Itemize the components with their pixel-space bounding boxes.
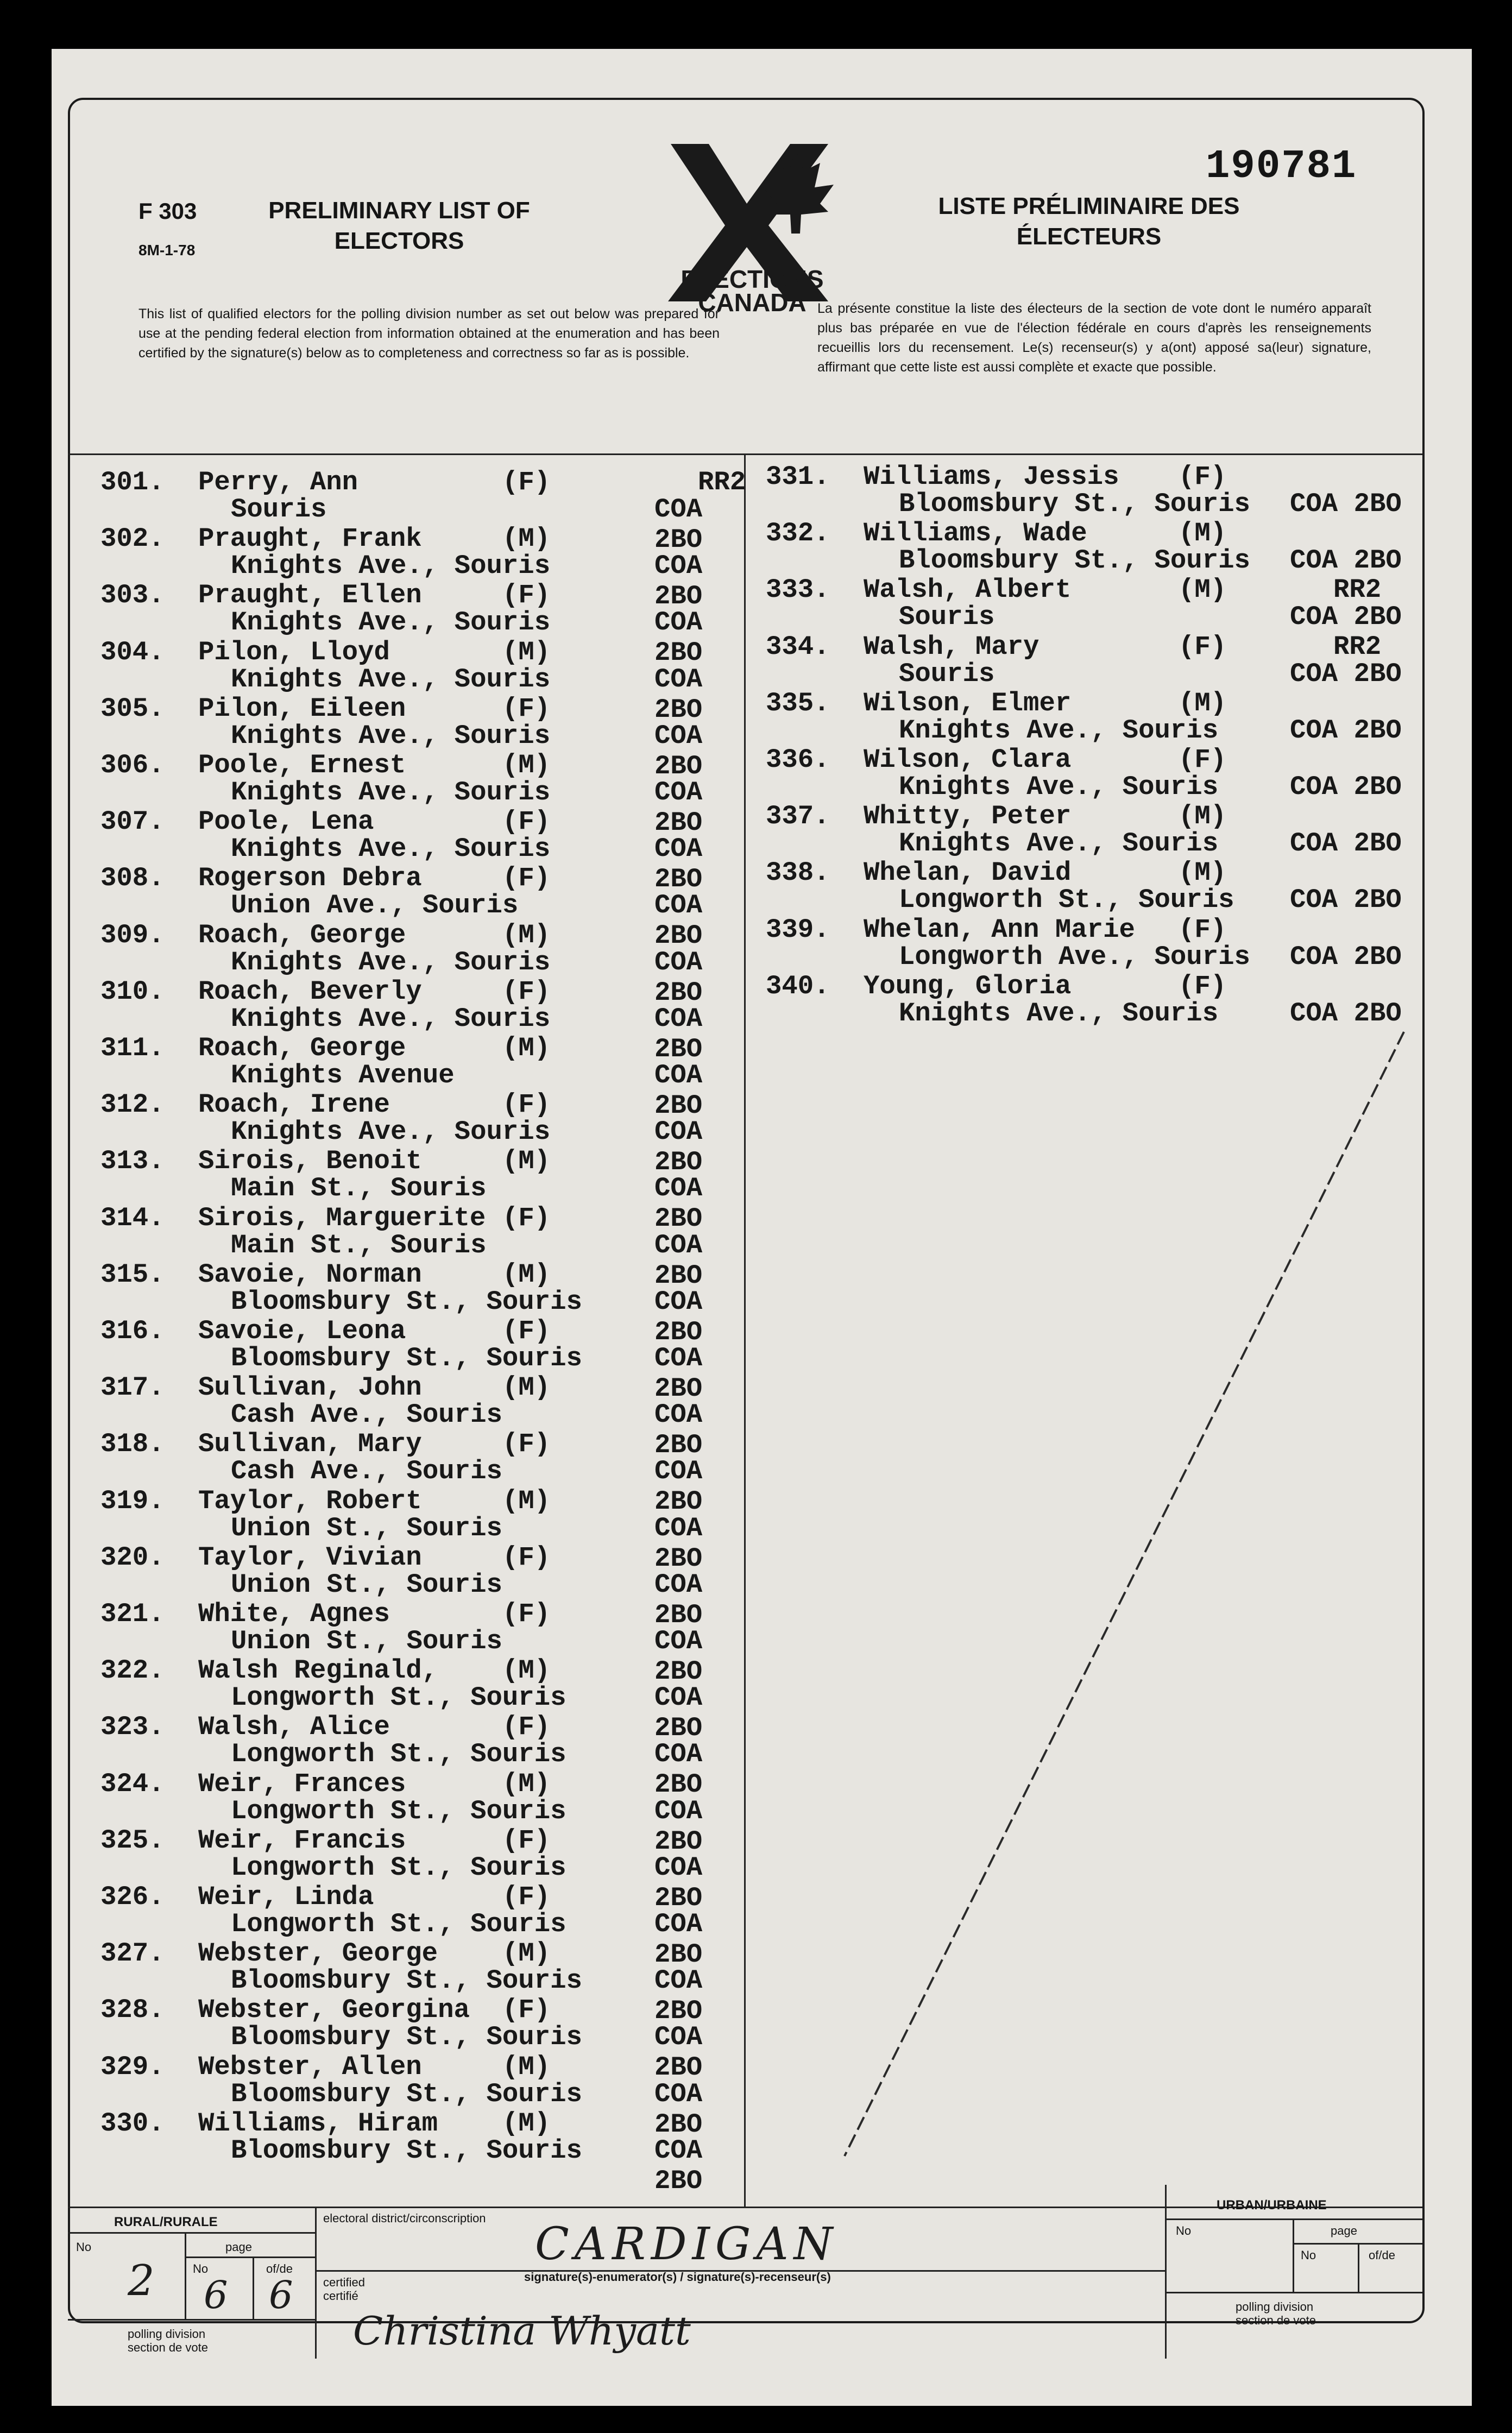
elector-postal-code: COA 2BO: [654, 1343, 703, 1404]
elector-number: 337.: [766, 801, 830, 832]
elector-address: Longworth St., Souris: [899, 885, 1234, 916]
elector-address: Knights Ave., Souris: [231, 551, 551, 582]
elector-name: Walsh, Mary: [864, 631, 1040, 662]
elector-sex: (F): [502, 1429, 551, 1460]
elector-number: 304.: [100, 636, 165, 667]
elector-postal-code: COA 2BO: [654, 1682, 703, 1744]
elector-number: 310.: [100, 976, 165, 1007]
elector-address: Bloomsbury St., Souris: [231, 1343, 582, 1373]
elector-sex: (M): [502, 636, 551, 667]
elector-address: Knights Ave., Souris: [899, 998, 1219, 1029]
district-name: CARDIGAN: [535, 2218, 839, 2270]
form-sheet: [52, 49, 1472, 2406]
elector-name: Pilon, Lloyd: [198, 636, 390, 667]
elector-name: Walsh, Albert: [864, 575, 1072, 606]
rural-polling-label-2: section de vote: [128, 2341, 208, 2354]
elector-sex: (F): [1179, 970, 1227, 1001]
elector-address: Union St., Souris: [231, 1626, 502, 1656]
elector-address: Bloomsbury St., Souris: [899, 489, 1250, 519]
elector-address: Bloomsbury St., Souris: [231, 2135, 582, 2166]
elector-postal-code: COA 2BO: [654, 551, 703, 612]
elector-name: Roach, George: [198, 919, 406, 950]
elector-address: Knights Ave., Souris: [231, 1117, 551, 1148]
elector-number: 313.: [100, 1146, 165, 1177]
elections-canada-logo: [665, 138, 839, 318]
elector-name: Whitty, Peter: [864, 801, 1072, 832]
elector-postal-code: COA 2BO: [654, 1003, 703, 1064]
elector-route: RR2: [698, 467, 746, 497]
elector-name: Roach, Beverly: [198, 976, 422, 1007]
elector-number: 322.: [100, 1655, 165, 1686]
elector-postal-code: COA 2BO: [1290, 885, 1402, 916]
serial-number: 190781: [1206, 144, 1357, 190]
elector-number: 307.: [100, 806, 165, 837]
elector-name: Savoie, Norman: [198, 1259, 422, 1290]
elector-number: 326.: [100, 1882, 165, 1912]
elector-postal-code: COA 2BO: [654, 2078, 703, 2140]
elector-postal-code: COA 2BO: [654, 720, 703, 781]
elector-entry: [766, 858, 1418, 914]
elector-number: 324.: [100, 1768, 165, 1799]
elector-sex: (F): [502, 580, 551, 611]
elector-name: Pilon, Eileen: [198, 693, 406, 724]
elector-sex: (F): [502, 693, 551, 724]
elector-name: Wilson, Clara: [864, 745, 1072, 775]
elector-sex: (M): [502, 919, 551, 950]
elector-postal-code: COA 2BO: [654, 1400, 703, 1461]
elector-address: Bloomsbury St., Souris: [231, 1965, 582, 1996]
urban-label: URBAN/URBAINE: [1217, 2198, 1327, 2213]
description-english: This list of qualified electors for the polling division number as set out below was prepared for use at the pending federal election from information obtained at the enumeration and has been certified by the signature(s) below as to completeness and correctness so far as is possible.: [138, 306, 720, 361]
elector-entry: [766, 518, 1418, 575]
elector-name: Taylor, Robert: [198, 1485, 422, 1516]
elector-name: Wilson, Elmer: [864, 688, 1072, 718]
elector-sex: (F): [502, 863, 551, 894]
elector-number: 314.: [100, 1202, 165, 1233]
elector-name: Sullivan, John: [198, 1372, 422, 1403]
elector-number: 323.: [100, 1712, 165, 1743]
elector-address: Main St., Souris: [231, 1173, 487, 1204]
elector-name: Sirois, Benoit: [198, 1146, 422, 1177]
elector-name: White, Agnes: [198, 1599, 390, 1629]
elector-postal-code: COA 2BO: [654, 777, 703, 838]
elector-entry: [766, 575, 1418, 631]
elector-postal-code: COA 2BO: [1290, 545, 1402, 576]
elector-route: RR2: [1333, 575, 1382, 606]
elector-number: 321.: [100, 1599, 165, 1629]
enumerator-signature: Christina Whyatt: [353, 2308, 691, 2354]
elector-entry: [766, 801, 1418, 858]
elector-number: 328.: [100, 1995, 165, 2026]
urban-box-divider: [1165, 2185, 1167, 2359]
elector-sex: (F): [502, 1599, 551, 1629]
elector-address: Knights Ave., Souris: [231, 720, 551, 751]
elector-entry: [766, 632, 1418, 688]
elector-number: 332.: [766, 518, 830, 549]
elector-address: Bloomsbury St., Souris: [231, 1286, 582, 1317]
elector-name: Williams, Hiram: [198, 2108, 438, 2139]
elector-address: Union St., Souris: [231, 1569, 502, 1600]
elector-number: 309.: [100, 919, 165, 950]
elector-address: Knights Ave., Souris: [231, 834, 551, 865]
elector-postal-code: COA 2BO: [1290, 715, 1402, 746]
cancel-diagonal-line: [785, 1026, 1437, 2221]
elector-entry: [766, 688, 1418, 745]
elector-number: 311.: [100, 1033, 165, 1063]
rural-page-number: 6: [204, 2273, 228, 2317]
elector-address: Cash Ave., Souris: [231, 1456, 502, 1487]
elector-address: Longworth St., Souris: [231, 1909, 566, 1939]
elector-sex: (F): [1179, 462, 1227, 492]
elector-postal-code: COA 2BO: [654, 1060, 703, 1121]
elector-name: Walsh, Alice: [198, 1712, 390, 1743]
elector-number: 308.: [100, 863, 165, 894]
elector-sex: (M): [502, 1259, 551, 1290]
urban-page-no-label: No: [1301, 2248, 1316, 2262]
rural-no-divider: [185, 2232, 186, 2319]
urban-no-divider: [1293, 2218, 1294, 2292]
elector-number: 325.: [100, 1825, 165, 1856]
elector-postal-code: COA 2BO: [654, 1965, 703, 2027]
elector-number: 305.: [100, 693, 165, 724]
elector-sex: (M): [502, 2051, 551, 2082]
elector-name: Roach, George: [198, 1033, 406, 1063]
elector-postal-code: COA 2BO: [654, 1512, 703, 1574]
elector-number: 327.: [100, 1938, 165, 1969]
elector-address: Knights Ave., Souris: [231, 664, 551, 695]
elector-postal-code: COA 2BO: [1290, 828, 1402, 859]
elector-number: 312.: [100, 1089, 165, 1120]
elector-sex: (M): [502, 1768, 551, 1799]
logo-maple-leaf: [763, 149, 834, 234]
elector-address: Main St., Souris: [231, 1230, 487, 1260]
elector-number: 333.: [766, 575, 830, 606]
form-date: 8M-1-78: [138, 242, 196, 259]
elector-number: 340.: [766, 970, 830, 1001]
elector-sex: (F): [502, 1089, 551, 1120]
elector-postal-code: COA 2BO: [654, 1173, 703, 1234]
rural-polling-rule: [68, 2319, 315, 2321]
elector-sex: (F): [1179, 745, 1227, 775]
elector-sex: (M): [502, 1146, 551, 1177]
elector-entry: [766, 745, 1418, 801]
urban-page-divider: [1358, 2243, 1359, 2292]
elector-postal-code: COA 2BO: [654, 834, 703, 895]
elector-number: 316.: [100, 1316, 165, 1346]
elector-address: Knights Ave., Souris: [231, 1003, 551, 1034]
elector-number: 306.: [100, 750, 165, 780]
elector-name: Rogerson Debra: [198, 863, 422, 894]
elector-sex: (M): [1179, 858, 1227, 888]
elector-name: Sirois, Marguerite: [198, 1202, 486, 1233]
elector-sex: (F): [1179, 631, 1227, 662]
elector-number: 318.: [100, 1429, 165, 1460]
column-divider: [744, 453, 746, 2207]
elector-address: Longworth Ave., Souris: [899, 941, 1250, 972]
elector-sex: (M): [502, 2108, 551, 2139]
elector-address: Souris: [899, 602, 995, 633]
elector-name: Whelan, David: [864, 858, 1072, 888]
rural-of-label: of/de: [266, 2262, 293, 2276]
elector-sex: (F): [502, 1542, 551, 1573]
elector-address: Union Ave., Souris: [231, 890, 519, 921]
elector-number: 334.: [766, 631, 830, 662]
elector-number: 339.: [766, 914, 830, 945]
rural-label: RURAL/RURALE: [114, 2215, 218, 2229]
elector-postal-code: COA 2BO: [654, 1569, 703, 1630]
elector-number: 302.: [100, 524, 165, 554]
elector-sex: (M): [1179, 575, 1227, 606]
elector-name: Webster, Allen: [198, 2051, 422, 2082]
elector-name: Perry, Ann: [198, 467, 358, 497]
title-french: LISTE PRÉLIMINAIRE DES ÉLECTEURS: [938, 193, 1240, 250]
urban-polling-rule: [1165, 2292, 1422, 2293]
description-french: La présente constitue la liste des électeurs de la section de vote dont le numéro apparaît plus bas préparée en vue de l'élection fédérale en cours d'après les renseignements recueillis lors du recensement. Le(s) recenseur(s) y a(ont) apposé sa(leur) signature, affirmant que cette liste est aussi complète et exacte que possible.: [817, 301, 1371, 375]
elector-postal-code: COA 2BO: [654, 2135, 703, 2196]
elector-name: Whelan, Ann Marie: [864, 914, 1135, 945]
elector-postal-code: COA 2BO: [654, 1739, 703, 1800]
elector-sex: (M): [502, 1655, 551, 1686]
urban-page-label: page: [1331, 2224, 1357, 2237]
elector-postal-code: COA 2BO: [654, 607, 703, 669]
elector-number: 315.: [100, 1259, 165, 1290]
elector-number: 336.: [766, 745, 830, 775]
elector-sex: (F): [1179, 914, 1227, 945]
elector-address: Knights Ave., Souris: [899, 715, 1219, 746]
elector-postal-code: COA 2BO: [1290, 772, 1402, 802]
elector-number: 335.: [766, 688, 830, 718]
urban-polling-label-1: polling division: [1236, 2300, 1314, 2314]
rural-page-rule: [185, 2256, 315, 2258]
elector-number: 319.: [100, 1485, 165, 1516]
elector-postal-code: COA 2BO: [654, 1909, 703, 1970]
elector-postal-code: COA 2BO: [654, 1795, 703, 1857]
elector-address: Knights Ave., Souris: [231, 947, 551, 978]
elector-sex: (M): [1179, 801, 1227, 832]
elector-entry: [766, 462, 1418, 518]
elector-address: Knights Ave., Souris: [899, 828, 1219, 859]
elector-number: 330.: [100, 2108, 165, 2139]
elector-postal-code: COA 2BO: [1290, 941, 1402, 972]
elector-name: Weir, Francis: [198, 1825, 406, 1856]
elector-sex: (M): [502, 1033, 551, 1063]
signature-label: signature(s)-enumerator(s) / signature(s)-recenseur(s): [524, 2270, 831, 2284]
elector-postal-code: COA 2BO: [1290, 658, 1402, 689]
elector-sex: (M): [502, 1372, 551, 1403]
elector-entry: [100, 2108, 741, 2196]
elector-address: Union St., Souris: [231, 1512, 502, 1543]
rural-no-label: No: [76, 2240, 92, 2254]
logo-text-canada: CANADA: [698, 288, 807, 317]
elector-name: Poole, Ernest: [198, 750, 406, 780]
elector-number: 301.: [100, 467, 165, 497]
elector-sex: (F): [502, 1995, 551, 2026]
rural-page-no-label: No: [193, 2262, 209, 2276]
elector-address: Bloomsbury St., Souris: [231, 2022, 582, 2053]
elector-postal-code: COA 2BO: [1290, 602, 1402, 633]
elector-address: Longworth St., Souris: [231, 1682, 566, 1713]
elector-address: Longworth St., Souris: [231, 1795, 566, 1826]
elector-sex: (F): [502, 1202, 551, 1233]
elector-postal-code: COA 2BO: [654, 1117, 703, 1178]
elector-name: Sullivan, Mary: [198, 1429, 422, 1460]
elector-name: Taylor, Vivian: [198, 1542, 422, 1573]
rural-page-of: 6: [269, 2273, 293, 2317]
elector-name: Webster, Georgina: [198, 1995, 470, 2026]
elector-sex: (F): [502, 1316, 551, 1346]
elector-number: 303.: [100, 580, 165, 611]
elector-number: 329.: [100, 2051, 165, 2082]
elector-postal-code: COA 2BO: [654, 1456, 703, 1517]
elector-entry: [766, 915, 1418, 971]
urban-of-label: of/de: [1369, 2248, 1395, 2262]
elector-postal-code: COA 2BO: [1290, 998, 1402, 1029]
title-english: PRELIMINARY LIST OF ELECTORS: [268, 197, 530, 254]
elector-number: 331.: [766, 462, 830, 492]
urban-no-label: No: [1176, 2224, 1192, 2237]
rural-polling-label-1: polling division: [128, 2327, 206, 2341]
elector-address: Longworth St., Souris: [231, 1739, 566, 1770]
district-label: electoral district/circonscription: [323, 2211, 486, 2225]
elector-postal-code: COA 2BO: [654, 1286, 703, 1347]
elector-address: Longworth St., Souris: [231, 1852, 566, 1883]
urban-polling-label-2: section de vote: [1236, 2314, 1316, 2327]
elector-name: Weir, Linda: [198, 1882, 374, 1912]
elector-address: Knights Ave., Souris: [231, 777, 551, 808]
elector-postal-code: COA 2BO: [654, 890, 703, 951]
elector-postal-code: COA 2BO: [654, 947, 703, 1008]
elector-address: Knights Ave., Souris: [899, 772, 1219, 802]
elector-number: 338.: [766, 858, 830, 888]
rural-page-label: page: [225, 2240, 252, 2254]
elector-name: Weir, Frances: [198, 1768, 406, 1799]
elector-postal-code: COA 2BO: [654, 1626, 703, 1687]
elector-name: Praught, Ellen: [198, 580, 422, 611]
elector-address: Bloomsbury St., Souris: [899, 545, 1250, 576]
elector-name: Williams, Wade: [864, 518, 1087, 549]
rural-box-divider: [315, 2207, 317, 2359]
elector-sex: (F): [502, 806, 551, 837]
elector-name: Poole, Lena: [198, 806, 374, 837]
elector-address: Knights Ave., Souris: [231, 607, 551, 638]
elector-number: 317.: [100, 1372, 165, 1403]
elector-sex: (M): [502, 750, 551, 780]
elector-postal-code: COA 2BO: [654, 1852, 703, 1913]
elector-sex: (F): [502, 976, 551, 1007]
elector-sex: (F): [502, 1712, 551, 1743]
elector-address: Cash Ave., Souris: [231, 1400, 502, 1430]
elector-name: Roach, Irene: [198, 1089, 390, 1120]
elector-postal-code: COA 2BO: [654, 2022, 703, 2083]
rural-label-rule: [68, 2232, 315, 2234]
elector-sex: (F): [502, 1882, 551, 1912]
elector-name: Williams, Jessis: [864, 462, 1119, 492]
elector-postal-code: COA 2BO: [654, 1230, 703, 1291]
elector-name: Praught, Frank: [198, 524, 422, 554]
elector-address: Knights Avenue: [231, 1060, 455, 1091]
rural-polling-number: 2: [128, 2256, 155, 2305]
elector-sex: (M): [502, 1938, 551, 1969]
elector-sex: (M): [502, 524, 551, 554]
elector-sex: (F): [502, 1825, 551, 1856]
elector-name: Webster, George: [198, 1938, 438, 1969]
rural-page-divider: [253, 2256, 254, 2319]
elector-number: 320.: [100, 1542, 165, 1573]
elector-name: Savoie, Leona: [198, 1316, 406, 1346]
elector-postal-code: COA 2BO: [654, 494, 703, 555]
form-number: F 303: [138, 198, 197, 224]
elector-postal-code: COA 2BO: [1290, 489, 1402, 519]
certified-label-2: certifié: [323, 2289, 358, 2303]
elector-sex: (M): [1179, 688, 1227, 718]
elector-entry: [766, 971, 1418, 1028]
elector-address: Bloomsbury St., Souris: [231, 2078, 582, 2109]
certified-label-1: certified: [323, 2276, 366, 2289]
elector-sex: (F): [502, 467, 551, 497]
elector-address: Souris: [231, 494, 327, 525]
elector-route: RR2: [1333, 631, 1382, 662]
logo-text-elections: ELECTIONS: [681, 265, 824, 293]
elector-name: Walsh Reginald,: [198, 1655, 438, 1686]
elector-address: Souris: [899, 658, 995, 689]
elector-sex: (M): [502, 1485, 551, 1516]
elector-sex: (M): [1179, 518, 1227, 549]
elector-postal-code: COA 2BO: [654, 664, 703, 725]
elector-name: Young, Gloria: [864, 970, 1072, 1001]
